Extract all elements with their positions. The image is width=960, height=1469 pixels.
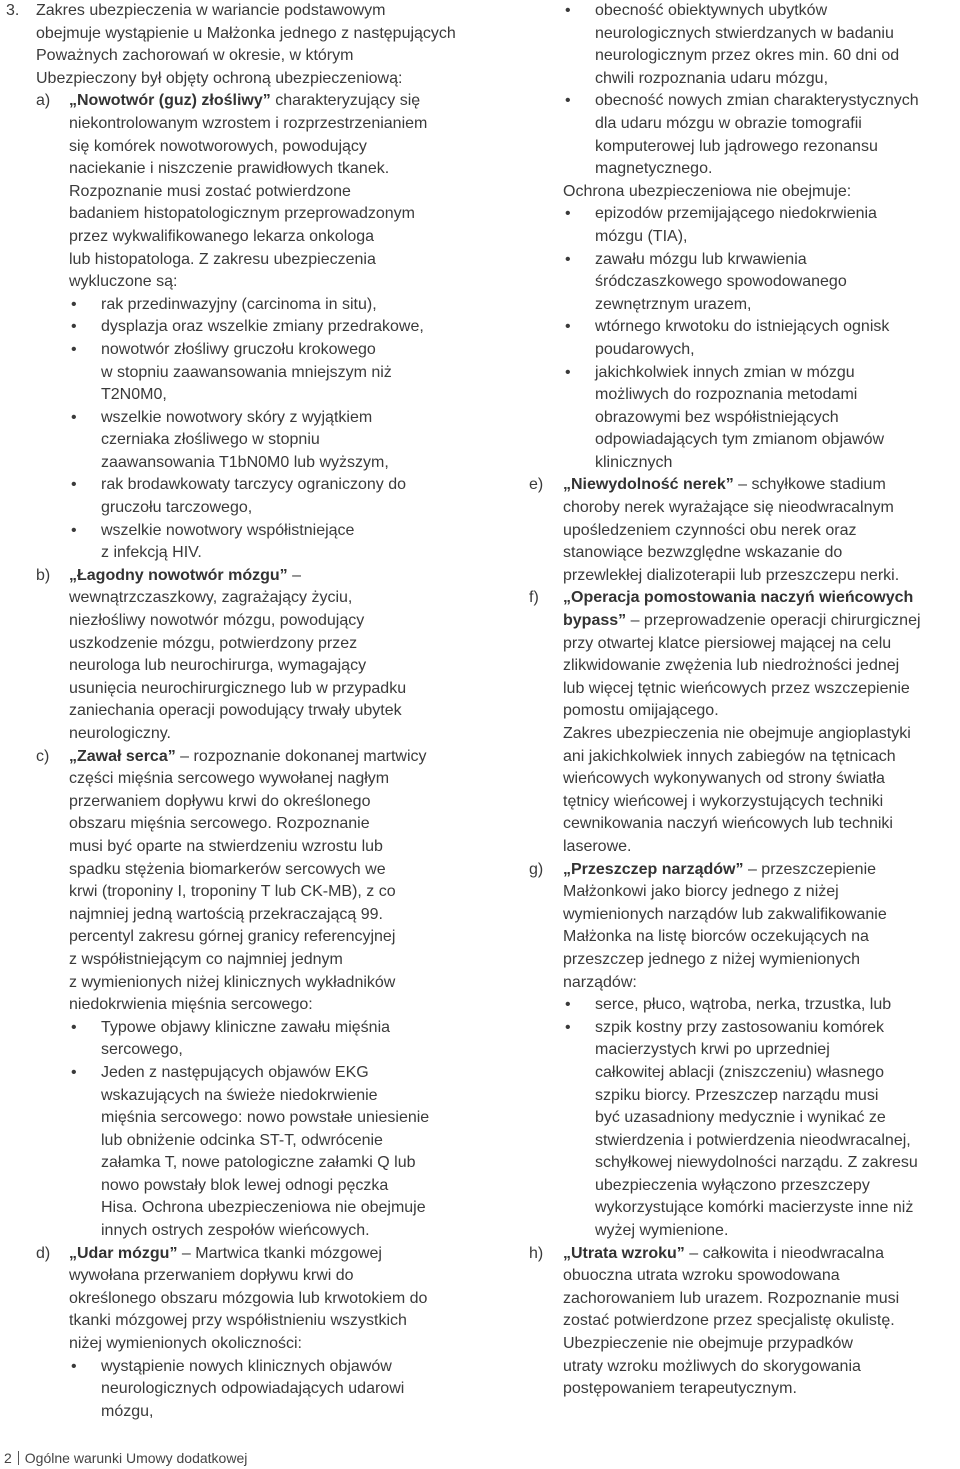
bullet-line: • wszelkie nowotwory skóry z wyjątkiem bbox=[101, 408, 373, 426]
left-column bbox=[6, 0, 468, 1423]
bullet-line: wyżej wymienione. bbox=[595, 1222, 729, 1240]
bullet-line: neurologicznych stwierdzanych w badaniu bbox=[595, 24, 894, 42]
term-heading: „Przeszczep narządów” bbox=[563, 860, 744, 878]
bullet-line: całkowitej ablacji (zniszczeniu) własnego bbox=[595, 1063, 885, 1081]
bullet-item bbox=[563, 90, 960, 180]
text-span: – rozpoznanie dokonanej martwicy bbox=[175, 747, 427, 765]
paragraph-line bbox=[563, 859, 960, 882]
paragraph-line: pomostu omijającego. bbox=[563, 702, 719, 720]
paragraph-line: Zakres ubezpieczenia nie obejmuje angioplastyki bbox=[563, 725, 911, 742]
item-letter: h) bbox=[529, 1244, 544, 1262]
item-h bbox=[505, 1243, 960, 1401]
bullet-line: z infekcją HIV. bbox=[101, 544, 202, 562]
item-h-text bbox=[563, 1243, 960, 1401]
bullet-item bbox=[69, 520, 468, 565]
paragraph-line: wywołana przerwaniem dopływu krwi do bbox=[69, 1267, 354, 1285]
paragraph-line: niżej wymienionych okoliczności: bbox=[69, 1335, 302, 1353]
term-heading: „Niewydolność nerek” bbox=[563, 476, 734, 494]
paragraph-line: percentyl zakresu górnej granicy referencyjnej bbox=[69, 928, 396, 946]
item-letter: b) bbox=[36, 566, 51, 584]
paragraph-line: uszkodzenie mózgu, potwierdzony przez bbox=[69, 634, 358, 652]
paragraph-line: Małżonka na listę biorców oczekujących na bbox=[563, 928, 869, 946]
paragraph-line: tętnicy wieńcowej i wykorzystujących techniki bbox=[563, 792, 884, 810]
paragraph-line: musi być oparte na stwierdzeniu wzrostu lub bbox=[69, 837, 383, 855]
paragraph-line: krwi (troponiny I, troponiny T lub CK-MB), z co bbox=[69, 883, 396, 901]
term-heading: „Udar mózgu” bbox=[69, 1244, 178, 1262]
bullet-line: możliwych do rozpoznania metodami bbox=[595, 386, 858, 404]
paragraph-line: obejmuje wystąpienie u Małżonka jednego z następujących bbox=[36, 24, 456, 42]
paragraph-line bbox=[69, 90, 468, 113]
bullet-line: • dysplazja oraz wszelkie zmiany przedrakowe, bbox=[101, 318, 424, 336]
bullet-line: gruczołu tarczowego, bbox=[101, 499, 253, 517]
bullet-item bbox=[563, 316, 960, 361]
paragraph-line: z wymienionych niżej klinicznych wykładników bbox=[69, 973, 396, 991]
paragraph-line bbox=[563, 610, 960, 633]
bullet-line: neurologicznym przez okres min. 60 dni od bbox=[595, 47, 900, 65]
page-footer bbox=[4, 1448, 247, 1468]
item-d-exclusions-intro bbox=[563, 181, 960, 204]
item-letter: f) bbox=[529, 589, 539, 607]
bullet-line: odpowiadających tym zmianom objawów bbox=[595, 431, 885, 449]
bullet-line: nowo powstały blok lewej odnogi pęczka bbox=[101, 1176, 389, 1194]
paragraph-line: upośledzeniem czynności obu nerek oraz bbox=[563, 521, 857, 539]
bullet-item bbox=[69, 407, 468, 475]
item-c bbox=[6, 746, 468, 1243]
paragraph-line: z współistniejącym co najmniej jednym bbox=[69, 950, 343, 968]
bullet-line: neurologicznych odpowiadających udarowi bbox=[101, 1380, 405, 1398]
bullet-item bbox=[69, 1017, 468, 1062]
item-letter: e) bbox=[529, 476, 544, 494]
paragraph-line bbox=[563, 474, 960, 497]
paragraph-line: niedokrwienia mięśnia sercowego: bbox=[69, 996, 313, 1014]
section-3-text bbox=[36, 0, 468, 90]
bullet-line: być uzasadniony medycznie i wynikać ze bbox=[595, 1109, 886, 1127]
bullet-item bbox=[563, 362, 960, 475]
paragraph-line: wymienionych narządów lub zakwalifikowanie bbox=[563, 905, 887, 923]
item-letter: a) bbox=[36, 92, 51, 110]
bullet-line: zewnętrznym urazem, bbox=[595, 295, 752, 313]
paragraph-line: Małżonkowi jako biorcy jednego z niżej bbox=[563, 883, 839, 901]
term-heading: „Operacja pomostowania naczyń wieńcowych bbox=[563, 589, 914, 607]
paragraph-line: choroby nerek wyrażające się nieodwracalnym bbox=[563, 499, 894, 517]
bullet-line: wskazujących na świeże niedokrwienie bbox=[101, 1086, 378, 1104]
bullet-item bbox=[69, 339, 468, 407]
bullet-line: • rak przedinwazyjny (carcinoma in situ), bbox=[101, 295, 377, 313]
item-b bbox=[6, 565, 468, 746]
bullet-line: obrazowymi bez współistniejących bbox=[595, 408, 839, 426]
paragraph-line: cewnikowania naczyń wieńcowych lub techniki bbox=[563, 815, 893, 833]
bullet-line: • jakichkolwiek innych zmian w mózgu bbox=[595, 363, 855, 381]
term-heading: „Zawał serca” bbox=[69, 747, 176, 765]
bullet-line: T2N0M0, bbox=[101, 386, 167, 404]
term-heading-cont: bypass” bbox=[563, 612, 627, 630]
item-c-text bbox=[69, 746, 468, 1243]
paragraph-line: niezłośliwy nowotwór mózgu, powodujący bbox=[69, 612, 365, 630]
paragraph-line: Poważnych zachorowań w okresie, w którym bbox=[36, 47, 354, 65]
bullet-line: mózgu (TIA), bbox=[595, 227, 688, 245]
item-letter: g) bbox=[529, 860, 544, 878]
footer-title: Ogólne warunki Umowy dodatkowej bbox=[24, 1450, 248, 1466]
paragraph-line: się komórek nowotworowych, powodujący bbox=[69, 137, 367, 155]
bullet-line: czerniaka złośliwego w stopniu bbox=[101, 431, 320, 449]
term-heading: „Utrata wzroku” bbox=[563, 1244, 685, 1262]
paragraph-line: niekontrolowanym wzrostem i rozprzestrzenianiem bbox=[69, 114, 428, 132]
paragraph-line: zachorowaniem lub urazem. Rozpoznanie musi bbox=[563, 1289, 900, 1307]
paragraph-line: zlikwidowanie zwężenia lub niedrożności jednej bbox=[563, 657, 900, 675]
paragraph-line: badaniem histopatologicznym przeprowadzonym bbox=[69, 205, 415, 223]
bullet-item bbox=[69, 316, 468, 339]
bullet-line: wykorzystujące komórki macierzyste inne niż bbox=[595, 1199, 914, 1217]
text-span: – Martwica tkanki mózgowej bbox=[177, 1244, 382, 1262]
bullet-line: mózgu, bbox=[101, 1402, 154, 1420]
bullet-line: • serce, płuco, wątroba, nerka, trzustka, lub bbox=[595, 996, 892, 1014]
text-span: – schyłkowe stadium bbox=[733, 476, 886, 494]
paragraph-line: przez wykwalifikowanego lekarza onkologa bbox=[69, 227, 375, 245]
bullet-line: • rak brodawkowaty tarczycy ograniczony do bbox=[101, 476, 407, 494]
paragraph-line: zostać potwierdzone przez specjalistę okulistę. bbox=[563, 1312, 895, 1330]
item-g bbox=[505, 859, 960, 1243]
bullet-item bbox=[69, 1062, 468, 1243]
text-span: – całkowita i nieodwracalna bbox=[684, 1244, 885, 1262]
bullet-line: mięśnia sercowego: nowo powstałe uniesienie bbox=[101, 1109, 430, 1127]
paragraph-line: stanowiące bezwzględne wskazanie do bbox=[563, 544, 843, 562]
item-e-text bbox=[563, 474, 960, 587]
paragraph-line: tkanki mózgowej przy współistnieniu wszystkich bbox=[69, 1312, 407, 1330]
paragraph-line: zaniechania operacji powodujący trwały ubytek bbox=[69, 702, 402, 720]
item-letter: d) bbox=[36, 1244, 51, 1262]
paragraph-line: przeszczep jednego z niżej wymienionych bbox=[563, 950, 861, 968]
section-number: 3. bbox=[6, 2, 20, 19]
paragraph-line bbox=[69, 565, 468, 588]
paragraph-line bbox=[563, 1243, 960, 1266]
paragraph-line bbox=[69, 1243, 468, 1266]
paragraph-line: spadku stężenia biomarkerów sercowych we bbox=[69, 860, 386, 878]
bullet-item bbox=[69, 1356, 468, 1424]
paragraph-line: postępowaniem terapeutycznym. bbox=[563, 1380, 797, 1398]
paragraph-line: wewnątrzczaszkowy, zagrażający życiu, bbox=[69, 589, 353, 607]
paragraph-line: obszaru mięśnia sercowego. Rozpoznanie bbox=[69, 815, 370, 833]
item-a-text bbox=[69, 90, 468, 564]
item-letter: c) bbox=[36, 747, 50, 765]
paragraph-line: Ubezpieczony był objęty ochroną ubezpieczeniową: bbox=[36, 69, 403, 87]
bullet-line: magnetycznego. bbox=[595, 160, 713, 178]
bullet-line: chwili rozpoznania udaru mózgu, bbox=[595, 69, 829, 87]
paragraph-line: naciekanie i niszczenie prawidłowych tkanek. bbox=[69, 160, 390, 178]
bullet-item bbox=[563, 249, 960, 317]
item-d-continued bbox=[505, 0, 960, 474]
paragraph-line: obuoczna utrata wzroku spowodowana bbox=[563, 1267, 840, 1285]
term-heading: „Nowotwór (guz) złośliwy” bbox=[69, 92, 271, 110]
item-d-text bbox=[69, 1243, 468, 1424]
bullet-item bbox=[563, 0, 960, 90]
section-3 bbox=[6, 0, 468, 90]
item-f-text bbox=[563, 587, 960, 858]
paragraph-line: przy otwartej klatce piersiowej mającej na celu bbox=[563, 634, 892, 652]
paragraph-line: Zakres ubezpieczenia w wariancie podstawowym bbox=[36, 2, 386, 19]
bullet-line: macierzystych krwi po uprzedniej bbox=[595, 1041, 830, 1059]
bullet-line: dla udaru mózgu w obrazie tomografii bbox=[595, 114, 862, 132]
term-heading: „Łagodny nowotwór mózgu” bbox=[69, 566, 288, 584]
bullet-line: ubezpieczenia wyłączono przeszczepy bbox=[595, 1176, 870, 1194]
item-b-text bbox=[69, 565, 468, 746]
bullet-line: schyłkowej niewydolności narządu. Z zakresu bbox=[595, 1154, 918, 1172]
paragraph-line: wieńcowych wykonywanych od strony światła bbox=[563, 770, 885, 788]
paragraph-line: narządów: bbox=[563, 973, 637, 991]
paragraph-line: ani jakichkolwiek innych zabiegów na tętnicach bbox=[563, 747, 896, 765]
bullet-line: sercowego, bbox=[101, 1041, 183, 1059]
bullet-line: • nowotwór złośliwy gruczołu krokowego bbox=[101, 340, 376, 358]
paragraph-line: Ubezpieczenie nie obejmuje przypadków bbox=[563, 1335, 853, 1353]
bullet-line: poudarowych, bbox=[595, 340, 695, 358]
paragraph-line: neurologiczny. bbox=[69, 725, 171, 742]
item-d bbox=[6, 1243, 468, 1424]
bullet-line: • Jeden z następujących objawów EKG bbox=[101, 1063, 369, 1081]
bullet-item bbox=[563, 203, 960, 248]
page-number: 2 bbox=[4, 1450, 12, 1466]
bullet-item bbox=[69, 294, 468, 317]
paragraph-line: lub histopatologa. Z zakresu ubezpieczenia bbox=[69, 250, 376, 268]
bullet-line: • szpik kostny przy zastosowaniu komórek bbox=[595, 1018, 884, 1036]
paragraph-line: Ochrona ubezpieczeniowa nie obejmuje: bbox=[563, 182, 852, 200]
item-f bbox=[505, 587, 960, 858]
paragraph-line: części mięśnia sercowego wywołanej nagłym bbox=[69, 770, 390, 788]
bullet-line: komputerowej lub jądrowego rezonansu bbox=[595, 137, 878, 155]
paragraph-line: Rozpoznanie musi zostać potwierdzone bbox=[69, 182, 351, 200]
bullet-line: śródczaszkowego spowodowanego bbox=[595, 273, 847, 291]
text-span: – przeprowadzenie operacji chirurgicznej bbox=[626, 612, 921, 630]
bullet-line: załamka T, nowe patologiczne załamki Q lub bbox=[101, 1154, 416, 1172]
text-span: – przeszczepienie bbox=[743, 860, 877, 878]
paragraph-line: laserowe. bbox=[563, 837, 632, 855]
bullet-item bbox=[563, 1017, 960, 1243]
item-g-text bbox=[563, 859, 960, 1243]
paragraph-line: przerwaniem dopływu krwi do określonego bbox=[69, 792, 371, 810]
paragraph-line: neurologa lub neurochirurga, wymagający bbox=[69, 657, 367, 675]
bullet-line: Hisa. Ochrona ubezpieczeniowa nie obejmuje bbox=[101, 1199, 426, 1217]
bullet-line: • wtórnego krwotoku do istniejących ognisk bbox=[595, 318, 890, 336]
text-span: charakteryzujący się bbox=[270, 92, 421, 110]
paragraph-line: wykluczone są: bbox=[69, 273, 178, 291]
bullet-line: • obecność obiektywnych ubytków bbox=[595, 2, 828, 19]
bullet-line: • obecność nowych zmian charakterystycznych bbox=[595, 92, 919, 110]
paragraph-line bbox=[69, 746, 468, 769]
bullet-line: stwierdzenia i potwierdzenia nieodwracalnej, bbox=[595, 1131, 911, 1149]
paragraph-line: usunięcia neurochirurgicznego lub w przypadku bbox=[69, 679, 407, 697]
bullet-line: zaawansowania T1bN0M0 lub wyższym, bbox=[101, 453, 389, 471]
item-a bbox=[6, 90, 468, 564]
bullet-line: innych ostrych zespołów wieńcowych. bbox=[101, 1222, 370, 1240]
paragraph-line: przewlekłej dializoterapii lub przeszczepu nerki. bbox=[563, 566, 900, 584]
bullet-line: • wszelkie nowotwory współistniejące bbox=[101, 521, 355, 539]
bullet-line: • epizodów przemijającego niedokrwienia bbox=[595, 205, 877, 223]
bullet-line: • wystąpienie nowych klinicznych objawów bbox=[101, 1357, 392, 1375]
bullet-line: lub obniżenie odcinka ST-T, odwrócenie bbox=[101, 1131, 383, 1149]
bullet-item bbox=[69, 474, 468, 519]
bullet-line: • Typowe objawy kliniczne zawału mięśnia bbox=[101, 1018, 391, 1036]
bullet-line: szpiku biorcy. Przeszczep narządu musi bbox=[595, 1086, 879, 1104]
paragraph-line: utraty wzroku możliwych do skorygowania bbox=[563, 1357, 861, 1375]
paragraph-line: określonego obszaru mózgowia lub krwotokiem do bbox=[69, 1289, 428, 1307]
paragraph-line: najmniej jedną wartością przekraczającą 99. bbox=[69, 905, 383, 923]
right-column bbox=[505, 0, 960, 1401]
bullet-line: w stopniu zaawansowania mniejszym niż bbox=[101, 363, 392, 381]
paragraph-line: lub więcej tętnic wieńcowych przez wszczepienie bbox=[563, 679, 910, 697]
paragraph-line bbox=[563, 587, 960, 610]
bullet-line: klinicznych bbox=[595, 453, 673, 471]
text-span: – bbox=[287, 566, 301, 584]
item-e bbox=[505, 474, 960, 587]
bullet-item bbox=[563, 994, 960, 1017]
footer-divider bbox=[18, 1451, 19, 1465]
bullet-line: • zawału mózgu lub krwawienia bbox=[595, 250, 807, 268]
